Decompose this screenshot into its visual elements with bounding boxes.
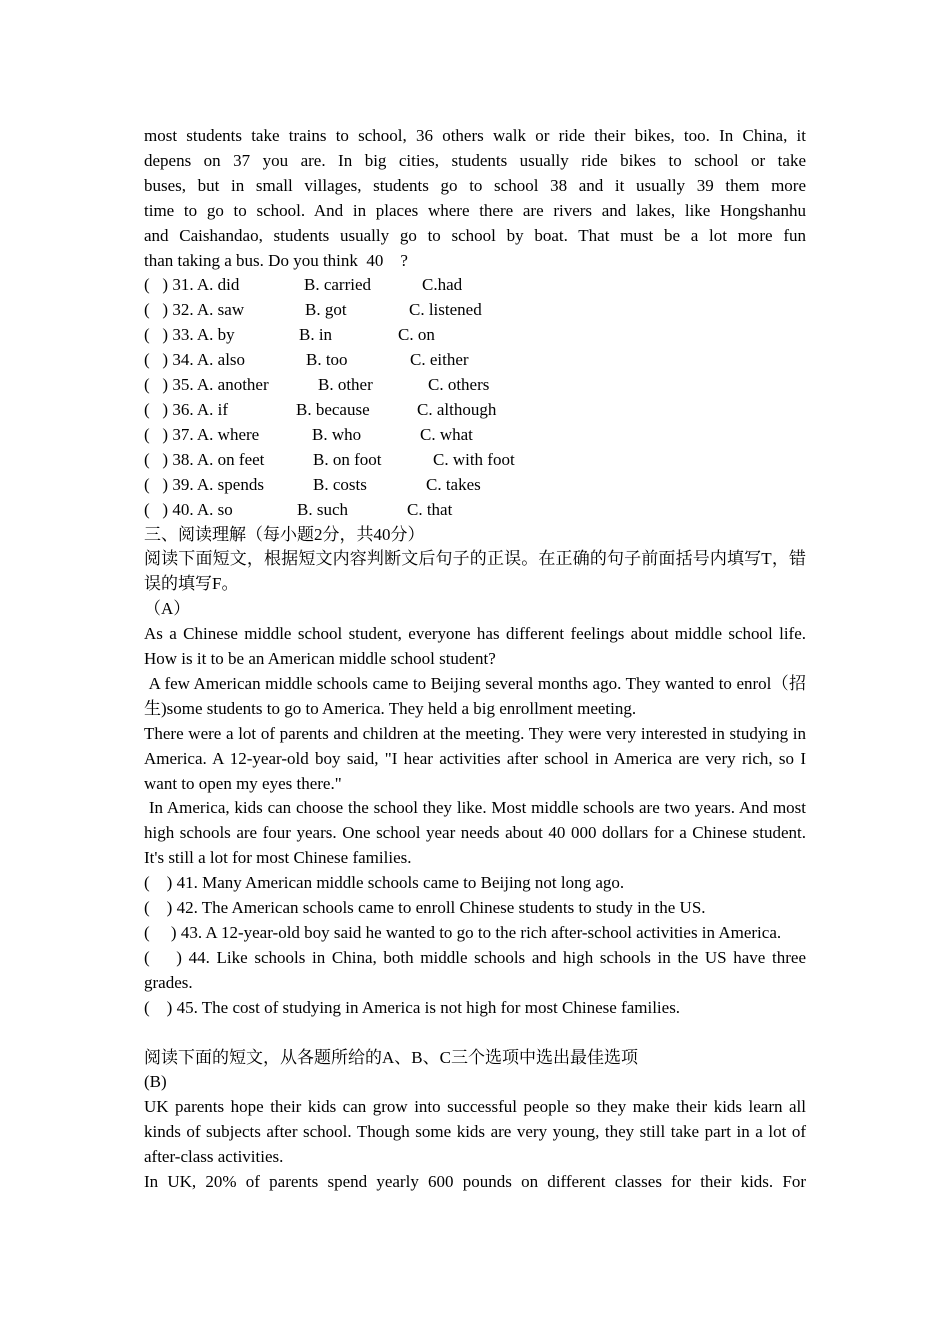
option-a: ( ) 36. A. if	[144, 399, 229, 419]
cloze-line: buses, but in small villages, students go to school 38 and it usually 39 them more	[144, 175, 806, 195]
spacer	[144, 1021, 806, 1046]
option-c: C. takes	[426, 474, 481, 494]
cloze-passage	[144, 124, 806, 273]
statement: ( ) 44. Like schools in China, both middle schools and high schools in the US have three grades.	[144, 947, 811, 992]
cloze-line: and Caishandao, students usually go to school by boat. That must be a lot more fun	[144, 225, 806, 245]
option-b: B. got	[305, 300, 347, 320]
option-b: B. costs	[313, 474, 367, 494]
passage-label: (B)	[144, 1072, 167, 1092]
cloze-line: most students take trains to school, 36 others walk or ride their bikes, too. In China, it	[144, 126, 806, 145]
option-row	[144, 273, 806, 298]
option-a: ( ) 34. A. also	[144, 350, 246, 370]
option-b: B. because	[296, 399, 370, 419]
option-row	[144, 398, 806, 423]
option-row	[144, 348, 806, 373]
option-row	[144, 498, 806, 523]
statement: ( ) 41. Many American middle schools came to Beijing not long ago.	[144, 873, 625, 893]
option-b: B. too	[306, 350, 348, 370]
statement: ( ) 45. The cost of studying in America is not high for most Chinese families.	[144, 997, 681, 1017]
passage-b	[144, 1095, 806, 1195]
option-b: B. in	[299, 325, 333, 345]
cloze-options	[144, 273, 806, 522]
paragraph: In UK, 20% of parents spend yearly 600 pounds on different classes for their kids. For	[144, 1172, 806, 1192]
option-b: B. such	[297, 499, 348, 519]
true-false-statements	[144, 871, 811, 1020]
option-c: C. on	[398, 325, 435, 345]
statement: ( ) 42. The American schools came to enroll Chinese students to study in the US.	[144, 898, 706, 918]
option-c: C. what	[420, 424, 473, 444]
paragraph: There were a lot of parents and children at the meeting. They were very interested in studying in America. A 12-year-old boy said, "I hear activities after school in America are very rich, so I want to open my eyes there."	[144, 723, 811, 793]
option-a: ( ) 32. A. saw	[144, 300, 245, 320]
option-a: ( ) 35. A. another	[144, 375, 269, 395]
instructions: 阅读下面短文，根据短文内容判断文后句子的正误。在正确的句子前面括号内填写T，错误的填写F。	[144, 549, 806, 594]
option-row	[144, 373, 806, 398]
option-row	[144, 423, 806, 448]
paragraph: UK parents hope their kids can grow into successful people so they make their kids learn all kinds of subjects after school. Though some kids are very young, they still take part in a lot of after-class activities.	[144, 1097, 806, 1167]
document-page	[144, 124, 811, 1195]
option-a: ( ) 40. A. so	[144, 499, 233, 519]
option-row	[144, 448, 806, 473]
statement: ( ) 43. A 12-year-old boy said he wanted to go to the rich after-school activities in America.	[144, 923, 782, 942]
option-c: C. with foot	[433, 449, 515, 469]
cloze-line: depens on 37 you are. In big cities, students usually ride bikes to school or take	[144, 150, 806, 170]
option-c: C. others	[428, 375, 490, 395]
passage-label: （A）	[144, 599, 191, 619]
option-row	[144, 323, 806, 348]
option-a: ( ) 37. A. where	[144, 424, 260, 444]
option-row	[144, 298, 806, 323]
section-heading: 三、阅读理解（每小题2分，共40分）	[144, 524, 425, 544]
cloze-line: than taking a bus. Do you think 40 ?	[144, 250, 408, 270]
option-b: B. other	[318, 375, 373, 395]
cloze-line: time to go to school. And in places where there are rivers and lakes, like Hongshanhu	[144, 200, 806, 220]
option-row	[144, 473, 806, 498]
paragraph: A few American middle schools came to Beijing several months ago. They wanted to enrol（招生)some students to go to America. They held a big enrollment meeting.	[144, 673, 807, 718]
option-c: C.had	[422, 275, 463, 295]
option-b: B. who	[312, 424, 362, 444]
instructions: 阅读下面的短文，从各题所给的A、B、C三个选项中选出最佳选项	[144, 1047, 638, 1067]
option-c: C. listened	[409, 300, 482, 320]
option-c: C. that	[407, 499, 453, 519]
passage-a	[144, 622, 811, 871]
option-a: ( ) 31. A. did	[144, 275, 240, 295]
option-a: ( ) 33. A. by	[144, 325, 235, 345]
option-b: B. carried	[304, 275, 372, 295]
option-c: C. either	[410, 350, 469, 370]
option-b: B. on foot	[313, 449, 382, 469]
paragraph: In America, kids can choose the school they like. Most middle schools are two years. And most high schools are four years. One school year needs about 40 000 dollars for a Chinese student. It's still a lot for most Chinese families.	[144, 798, 811, 868]
option-c: C. although	[417, 399, 497, 419]
paragraph: As a Chinese middle school student, everyone has different feelings about middle school life. How is it to be an American middle school student?	[144, 624, 811, 669]
option-a: ( ) 39. A. spends	[144, 474, 264, 494]
option-a: ( ) 38. A. on feet	[144, 449, 265, 469]
